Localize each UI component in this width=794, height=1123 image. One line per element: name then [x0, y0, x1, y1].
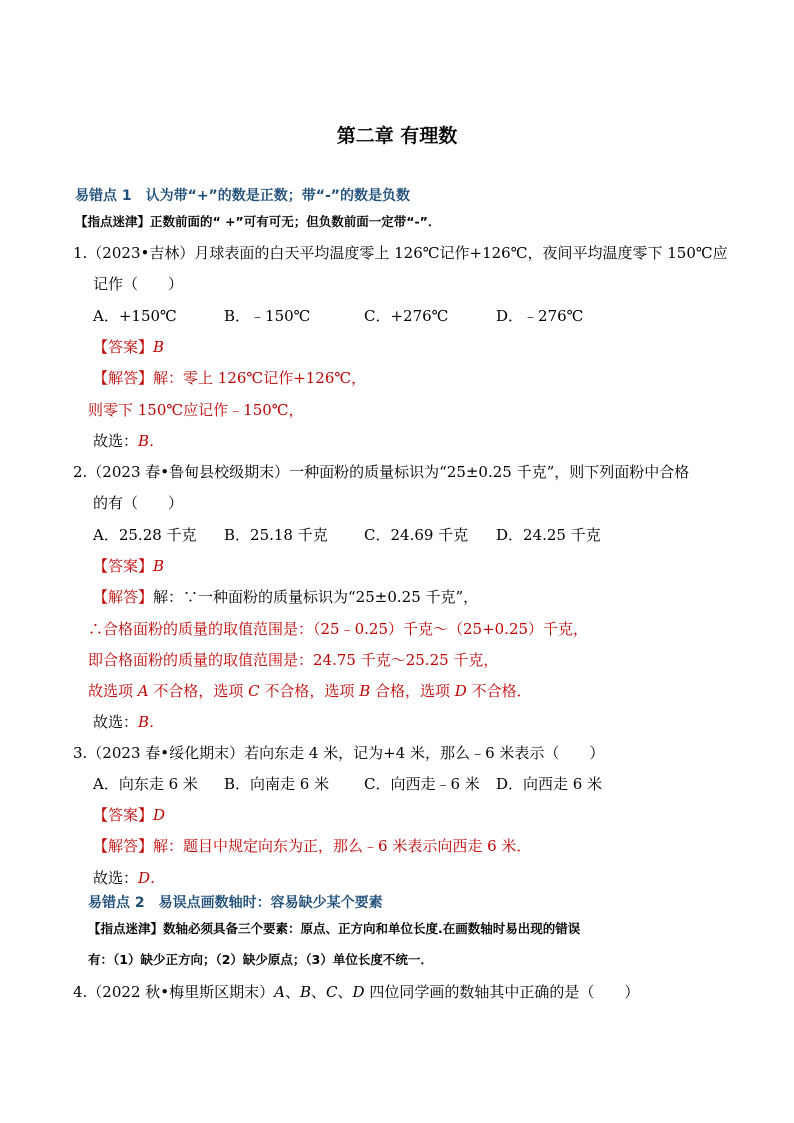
q1-answer: [93, 337, 164, 357]
text: 四位同学画的数轴其中正确的是（ ）: [364, 983, 640, 1001]
solution-label: 【解答】: [93, 837, 154, 855]
section2-tip-line2: 有：（1）缺少正方向；（2）缺少原点；（3）单位长度不统一．: [88, 952, 433, 967]
solution-label: 【解答】: [93, 369, 154, 387]
q1-option-b: B．﹣150℃: [224, 307, 311, 325]
section2-tip-line1: 【指点迷津】数轴必须具备三个要素：原点、正方向和单位长度.在画数轴时易出现的错误: [88, 921, 581, 936]
q2-option-c: C．24.69 千克: [364, 526, 469, 544]
option-letter: A: [137, 682, 149, 700]
conclusion-value: B．: [138, 432, 165, 450]
text: 不合格．: [466, 682, 532, 700]
conclusion-value: D．: [138, 869, 166, 887]
option-letter: B: [359, 682, 371, 700]
answer-value: D: [153, 806, 166, 824]
answer-label: 【答案】: [93, 806, 154, 824]
conclusion-prefix: 故选：: [93, 713, 139, 731]
q3-conclusion: [93, 868, 165, 888]
answer-value: B: [153, 338, 165, 356]
conclusion-prefix: 故选：: [93, 869, 139, 887]
text: 合格，选项: [370, 682, 455, 700]
q1-stem-line1: 1.（2023•吉林）月球表面的白天平均温度零上 126℃记作+126℃，夜间平均温度零下 150℃应: [73, 244, 728, 262]
section1-tip: 【指点迷津】正数前面的“ +”可有可无；但负数前面一定带“-”．: [75, 214, 441, 229]
q1-option-a: A．+150℃: [93, 307, 177, 325]
q2-answer: [93, 556, 164, 576]
q2-stem-line1: 2.（2023 春•鲁甸县校级期末）一种面粉的质量标识为“25±0.25 千克”，则下列面粉中合格: [73, 463, 690, 481]
q1-solution-line2: 则零下 150℃应记作﹣150℃，: [88, 401, 304, 419]
q2-conclusion: [93, 712, 164, 732]
q2-solution-line4: [88, 681, 532, 701]
q2-stem-line2: 的有（ ）: [93, 494, 184, 512]
text: 故选项: [88, 682, 138, 700]
student-letter: D: [352, 983, 365, 1001]
q3-option-a: A．向东走 6 米: [93, 775, 198, 793]
q2-option-d: D．24.25 千克: [496, 526, 601, 544]
text: 、: [311, 983, 327, 1001]
q3-stem-line1: 3.（2023 春•绥化期末）若向东走 4 米，记为+4 米，那么﹣6 米表示（ ）: [73, 744, 605, 762]
q1-conclusion: [93, 431, 164, 451]
student-letter: B: [299, 983, 311, 1001]
q2-solution-line1: [93, 587, 478, 607]
q2-solution-line2: ∴合格面粉的质量的取值范围是：（25﹣0.25）千克～（25+0.25）千克，: [88, 620, 589, 638]
text: 、: [337, 983, 353, 1001]
option-letter: D: [454, 682, 467, 700]
solution-text: 解：∵一种面粉的质量标识为“25±0.25 千克”，: [153, 588, 479, 606]
conclusion-value: B．: [138, 713, 165, 731]
text: 不合格，选项: [259, 682, 360, 700]
section2-heading: 易错点 2 易误点画数轴时：容易缺少某个要素: [88, 895, 383, 911]
q1-stem-line2: 记作（ ）: [93, 275, 184, 293]
student-letter: C: [326, 983, 338, 1001]
q2-option-b: B．25.18 千克: [224, 526, 328, 544]
page-title: 第二章 有理数: [336, 125, 458, 147]
q1-solution-line1: [93, 368, 366, 388]
student-letter: A: [274, 983, 285, 1001]
solution-text: 解：零上 126℃记作+126℃，: [153, 369, 367, 387]
q3-option-c: C．向西走﹣6 米: [364, 775, 480, 793]
q2-solution-line3: 即合格面粉的质量的取值范围是：24.75 千克～25.25 千克，: [88, 651, 499, 669]
q1-option-d: D．﹣276℃: [496, 307, 584, 325]
solution-text: 解：题目中规定向东为正，那么﹣6 米表示向西走 6 米．: [153, 837, 532, 855]
q3-option-b: B．向南走 6 米: [224, 775, 330, 793]
answer-label: 【答案】: [93, 338, 154, 356]
answer-label: 【答案】: [93, 557, 154, 575]
q4-stem: [73, 982, 639, 1002]
text: 不合格，选项: [148, 682, 249, 700]
section1-heading: 易错点 1 认为带“+”的数是正数；带“-”的数是负数: [75, 188, 410, 204]
q3-answer: [93, 805, 165, 825]
conclusion-prefix: 故选：: [93, 432, 139, 450]
q1-option-c: C．+276℃: [364, 307, 449, 325]
q3-solution-line1: [93, 836, 531, 856]
text: 、: [284, 983, 300, 1001]
solution-label: 【解答】: [93, 588, 154, 606]
answer-value: B: [153, 557, 165, 575]
q2-option-a: A．25.28 千克: [93, 526, 197, 544]
q3-option-d: D．向西走 6 米: [496, 775, 603, 793]
text: 4.（2022 秋•梅里斯区期末）: [73, 983, 275, 1001]
option-letter: C: [248, 682, 260, 700]
